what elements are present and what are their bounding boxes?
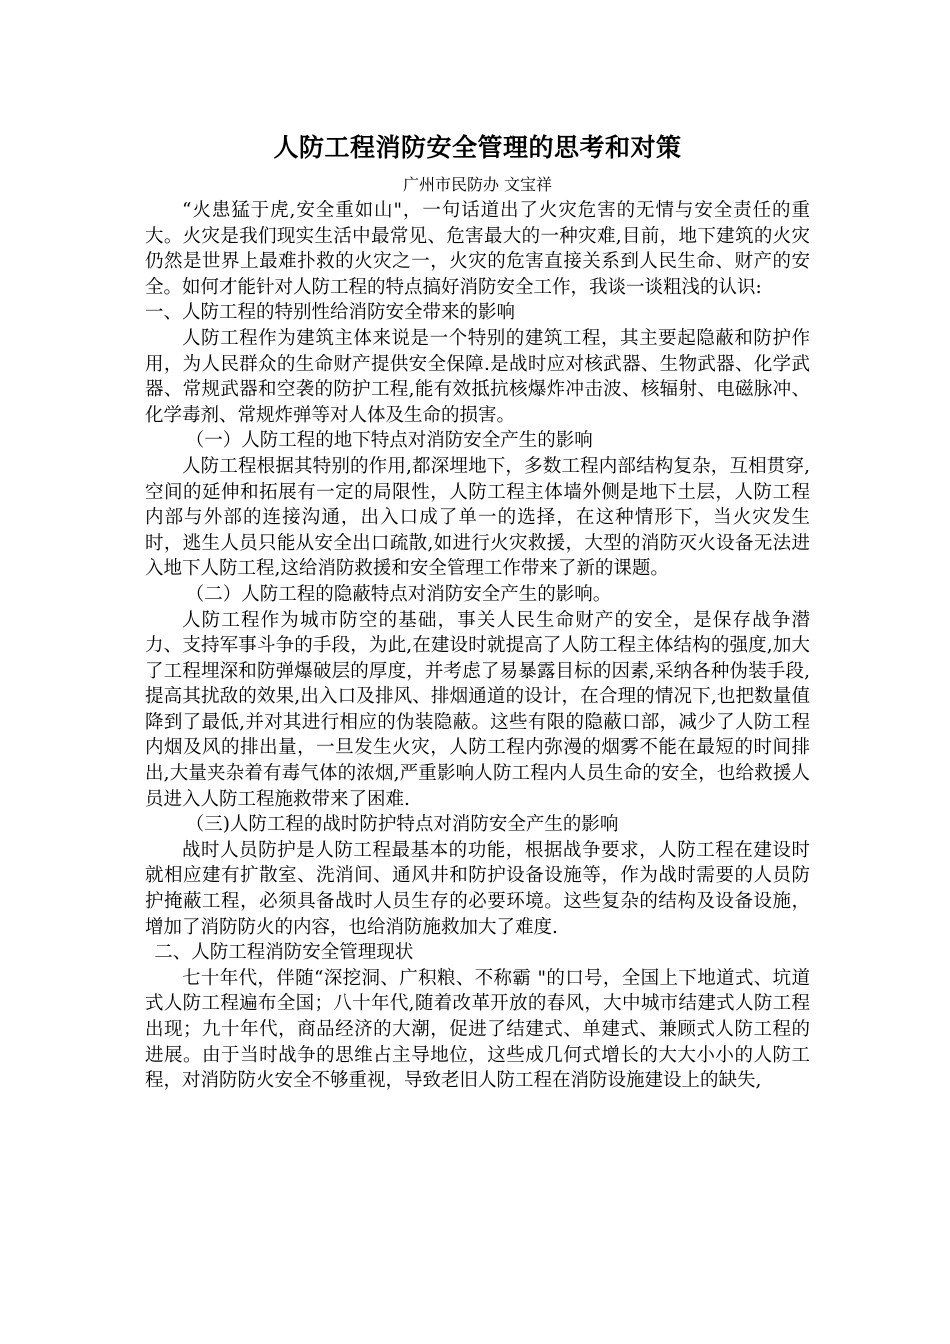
document-body <box>145 198 810 1094</box>
paragraph-section-2: 七十年代，伴随“深挖洞、广积粮、不称霸 "的口号，全国上下地道式、坑道式人防工程遍布全国；八十年代,随着改革开放的春风，大中城市结建式人防工程出现；九十年代，商品经济的大潮，促进了结建式、单建式、兼顾式人防工程的进展。由于当时战争的思维占主导地位，这些成几何式增长的大大小小的人防工程，对消防防火安全不够重视，导致老旧人防工程在消防设施建设上的缺失, <box>145 967 810 1092</box>
document-title: 人防工程消防安全管理的思考和对策 <box>273 133 682 162</box>
document-page <box>145 128 810 1094</box>
paragraph-subsection-1-1: 人防工程根据其特别的作用,都深埋地下，多数工程内部结构复杂，互相贯穿,空间的延伸和拓展有一定的局限性，人防工程主体墙外侧是地下土层，人防工程内部与外部的连接沟通，出入口成了单一的选择，在这种情形下，当火灾发生时，逃生人员只能从安全出口疏散,如进行火灾救援，大型的消防灭火设备无法进入地下人防工程,这给消防救援和安全管理工作带来了新的课题。 <box>145 455 810 580</box>
document-author: 广州市民防办 文宝祥 <box>402 175 553 194</box>
paragraph-section-1: 人防工程作为建筑主体来说是一个特别的建筑工程，其主要起隐蔽和防护作用，为人民群众的生命财产提供安全保障.是战时应对核武器、生物武器、化学武器、常规武器和空袭的防护工程,能有效抵抗核爆炸冲击波、核辐射、电磁脉冲、化学毒剂、常规炸弹等对人体及生命的损害。 <box>145 327 810 426</box>
section-heading-1: 一、人防工程的特别性给消防安全带来的影响 <box>145 302 516 324</box>
subsection-heading-1-3: （三)人防工程的战时防护特点对消防安全产生的影响 <box>185 814 619 836</box>
paragraph-subsection-1-2: 人防工程作为城市防空的基础，事关人民生命财产的安全，是保存战争潜力、支持军事斗争的手段，为此,在建设时就提高了人防工程主体结构的强度,加大了工程埋深和防弹爆破层的厚度，并考虑了易暴露目标的因素,采纳各种伪装手段,提高其扰敌的效果,出入口及排风、排烟通道的设计，在合理的情况下,也把数量值降到了最低,并对其进行相应的伪装隐蔽。这些有限的隐蔽口部，减少了人防工程内烟及风的排出量，一旦发生火灾，人防工程内弥漫的烟雾不能在最短的时间排出,大量夹杂着有毒气体的浓烟,严重影响人防工程内人员生命的安全，也给救援人员进入人防工程施救带来了困难. <box>145 609 810 810</box>
subsection-heading-1-1: （一）人防工程的地下特点对消防安全产生的影响 <box>185 430 593 452</box>
section-heading-2: 二、人防工程消防安全管理现状 <box>154 942 414 964</box>
paragraph-subsection-1-3: 战时人员防护是人防工程最基本的功能，根据战争要求，人防工程在建设时就相应建有扩散室、洗消间、通风井和防护设备设施等，作为战时需要的人员防护掩蔽工程，必须具备战时人员生存的必要环境。这些复杂的结构及设备设施，增加了消防防火的内容，也给消防施救加大了难度. <box>145 839 810 938</box>
subsection-heading-1-2: （二）人防工程的隐蔽特点对消防安全产生的影响。 <box>185 583 612 605</box>
paragraph-intro: “火患猛于虎,安全重如山"，一句话道出了火灾危害的无情与安全责任的重大。火灾是我们现实生活中最常见、危害最大的一种灾难,目前，地下建筑的火灾仍然是世界上最难扑救的火灾之一，火灾的危害直接关系到人民生命、财产的安全。如何才能针对人防工程的特点搞好消防安全工作，我谈一谈粗浅的认识: <box>145 200 810 298</box>
